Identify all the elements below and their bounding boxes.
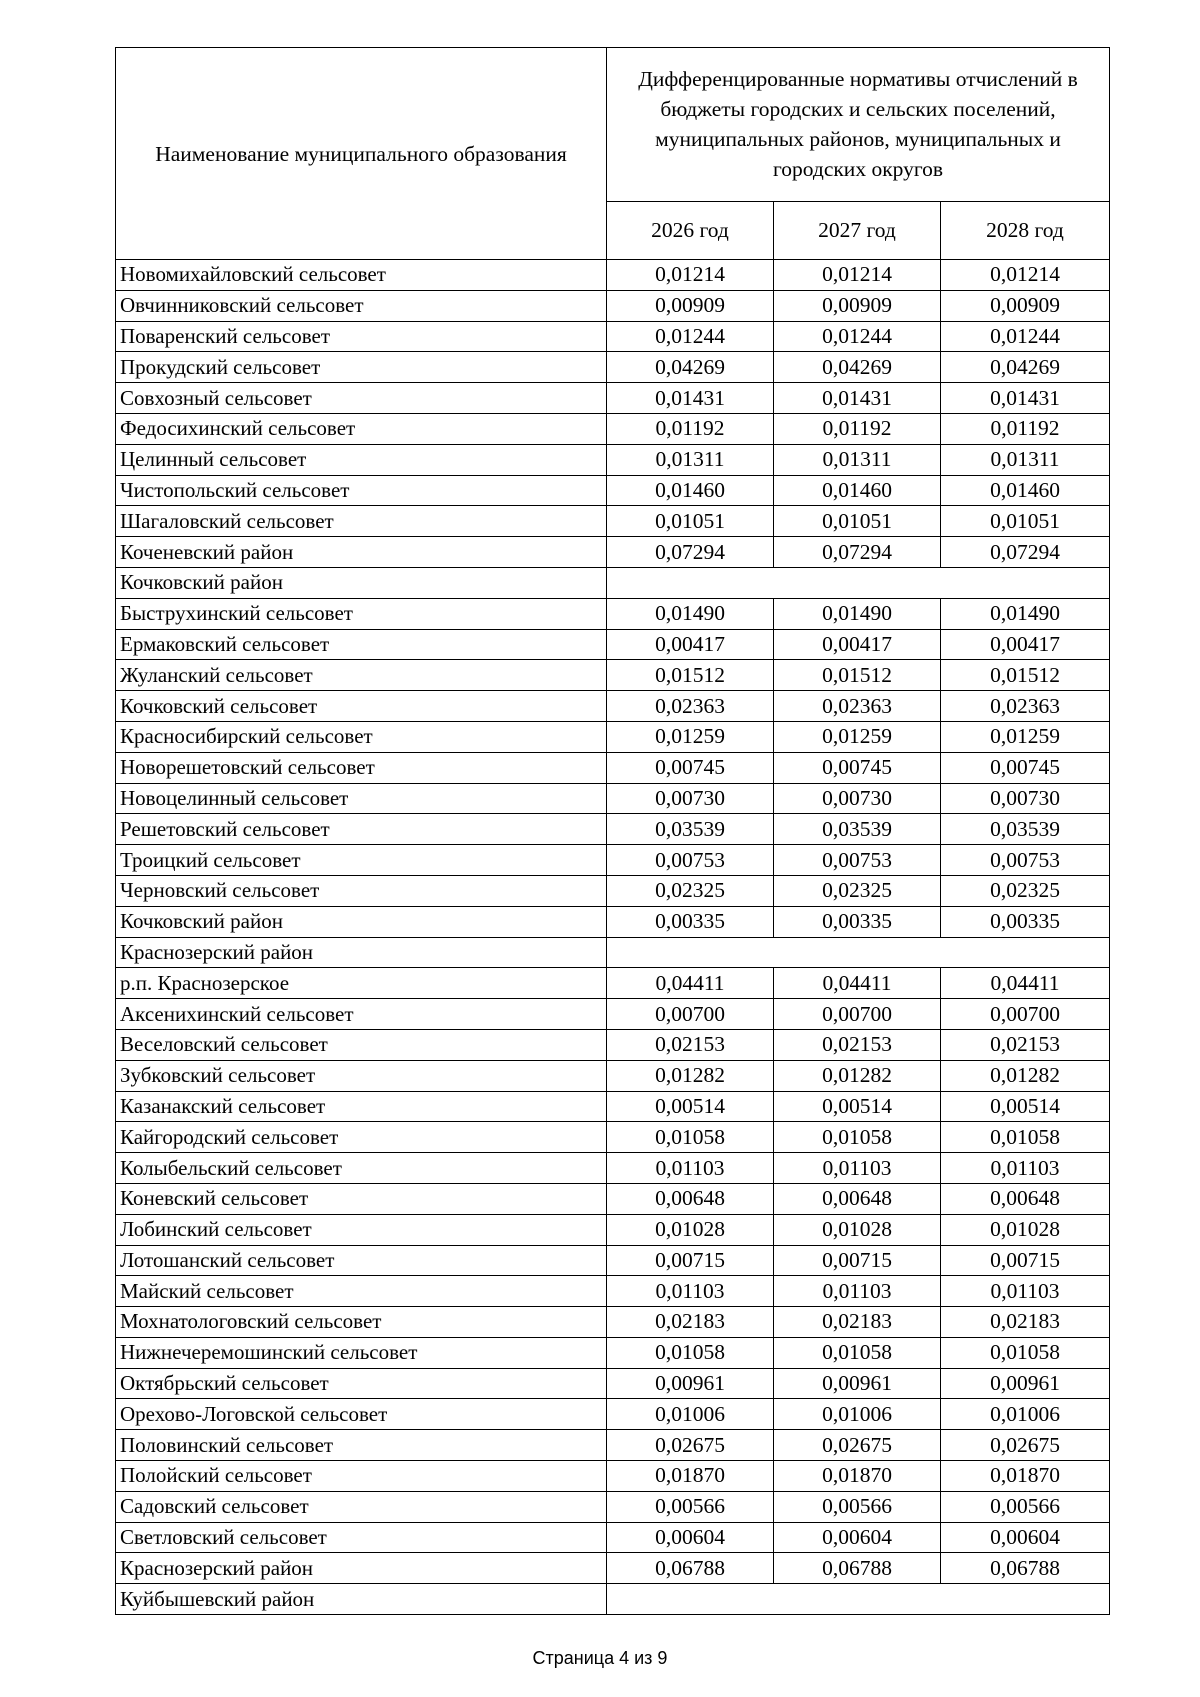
value-cell-2028: 0,01192 bbox=[941, 413, 1110, 444]
value-cell-2027: 0,00566 bbox=[774, 1491, 941, 1522]
table-row bbox=[116, 1276, 1110, 1307]
value-cell-2027: 0,00604 bbox=[774, 1522, 941, 1553]
value-cell-2028: 0,00604 bbox=[941, 1522, 1110, 1553]
value-cell-2027: 0,03539 bbox=[774, 814, 941, 845]
section-empty-cell bbox=[607, 1584, 1110, 1615]
table-row bbox=[116, 875, 1110, 906]
value-cell-2028: 0,02153 bbox=[941, 1029, 1110, 1060]
municipality-name: Быструхинский сельсовет bbox=[116, 598, 607, 629]
municipality-name: Новоцелинный сельсовет bbox=[116, 783, 607, 814]
section-empty-cell bbox=[607, 937, 1110, 968]
table-row bbox=[116, 1029, 1110, 1060]
value-cell-2027: 0,00745 bbox=[774, 752, 941, 783]
table-row bbox=[116, 506, 1110, 537]
value-cell-2027: 0,04269 bbox=[774, 352, 941, 383]
value-cell-2027: 0,02363 bbox=[774, 691, 941, 722]
table-row bbox=[116, 1430, 1110, 1461]
column-header-year-2027: 2027 год bbox=[774, 201, 941, 259]
value-cell-2026: 0,01431 bbox=[607, 383, 774, 414]
value-cell-2026: 0,01051 bbox=[607, 506, 774, 537]
municipality-name: Коневский сельсовет bbox=[116, 1183, 607, 1214]
value-cell-2026: 0,00566 bbox=[607, 1491, 774, 1522]
municipality-name: Прокудский сельсовет bbox=[116, 352, 607, 383]
column-group-header: Дифференцированные нормативы отчислений в бюджеты городских и сельских поселений, муниципальных районов, муниципальных и городских округов bbox=[607, 48, 1110, 202]
value-cell-2026: 0,00715 bbox=[607, 1245, 774, 1276]
municipality-name: Лобинский сельсовет bbox=[116, 1214, 607, 1245]
value-cell-2028: 0,01490 bbox=[941, 598, 1110, 629]
value-cell-2026: 0,02183 bbox=[607, 1307, 774, 1338]
table-row bbox=[116, 260, 1110, 291]
municipality-name: Овчинниковский сельсовет bbox=[116, 290, 607, 321]
municipality-name: Лотошанский сельсовет bbox=[116, 1245, 607, 1276]
value-cell-2028: 0,00514 bbox=[941, 1091, 1110, 1122]
value-cell-2026: 0,01192 bbox=[607, 413, 774, 444]
value-cell-2028: 0,01103 bbox=[941, 1153, 1110, 1184]
table-row bbox=[116, 1122, 1110, 1153]
value-cell-2027: 0,01431 bbox=[774, 383, 941, 414]
table-row bbox=[116, 1399, 1110, 1430]
value-cell-2028: 0,00961 bbox=[941, 1368, 1110, 1399]
value-cell-2028: 0,01103 bbox=[941, 1276, 1110, 1307]
table-row bbox=[116, 413, 1110, 444]
value-cell-2026: 0,01214 bbox=[607, 260, 774, 291]
municipality-name: Светловский сельсовет bbox=[116, 1522, 607, 1553]
value-cell-2026: 0,01311 bbox=[607, 444, 774, 475]
value-cell-2026: 0,01244 bbox=[607, 321, 774, 352]
normatives-table bbox=[115, 47, 1110, 1615]
value-cell-2026: 0,00745 bbox=[607, 752, 774, 783]
value-cell-2028: 0,00909 bbox=[941, 290, 1110, 321]
value-cell-2027: 0,02183 bbox=[774, 1307, 941, 1338]
table-row bbox=[116, 383, 1110, 414]
table-row bbox=[116, 999, 1110, 1030]
table-row bbox=[116, 906, 1110, 937]
table-row bbox=[116, 1153, 1110, 1184]
municipality-name: Совхозный сельсовет bbox=[116, 383, 607, 414]
value-cell-2026: 0,00909 bbox=[607, 290, 774, 321]
table-row bbox=[116, 598, 1110, 629]
value-cell-2026: 0,00961 bbox=[607, 1368, 774, 1399]
table-row bbox=[116, 1060, 1110, 1091]
value-cell-2028: 0,06788 bbox=[941, 1553, 1110, 1584]
table-row bbox=[116, 1522, 1110, 1553]
municipality-name: Федосихинский сельсовет bbox=[116, 413, 607, 444]
value-cell-2027: 0,06788 bbox=[774, 1553, 941, 1584]
table-header bbox=[116, 48, 1110, 260]
value-cell-2027: 0,01058 bbox=[774, 1122, 941, 1153]
value-cell-2028: 0,02363 bbox=[941, 691, 1110, 722]
value-cell-2027: 0,01282 bbox=[774, 1060, 941, 1091]
value-cell-2028: 0,00648 bbox=[941, 1183, 1110, 1214]
table-row bbox=[116, 629, 1110, 660]
table-row bbox=[116, 721, 1110, 752]
municipality-name: Краснозерский район bbox=[116, 1553, 607, 1584]
value-cell-2027: 0,07294 bbox=[774, 537, 941, 568]
value-cell-2028: 0,00753 bbox=[941, 845, 1110, 876]
municipality-name: Новорешетовский сельсовет bbox=[116, 752, 607, 783]
value-cell-2026: 0,01259 bbox=[607, 721, 774, 752]
municipality-name: Кайгородский сельсовет bbox=[116, 1122, 607, 1153]
value-cell-2027: 0,01490 bbox=[774, 598, 941, 629]
municipality-name: Нижнечеремошинский сельсовет bbox=[116, 1337, 607, 1368]
section-empty-cell bbox=[607, 567, 1110, 598]
value-cell-2027: 0,01311 bbox=[774, 444, 941, 475]
municipality-name: Веселовский сельсовет bbox=[116, 1029, 607, 1060]
municipality-name: Кочковский сельсовет bbox=[116, 691, 607, 722]
value-cell-2028: 0,01244 bbox=[941, 321, 1110, 352]
value-cell-2027: 0,00961 bbox=[774, 1368, 941, 1399]
value-cell-2026: 0,00753 bbox=[607, 845, 774, 876]
value-cell-2027: 0,00715 bbox=[774, 1245, 941, 1276]
value-cell-2027: 0,00335 bbox=[774, 906, 941, 937]
value-cell-2026: 0,01460 bbox=[607, 475, 774, 506]
municipality-name: Половинский сельсовет bbox=[116, 1430, 607, 1461]
value-cell-2028: 0,01058 bbox=[941, 1337, 1110, 1368]
value-cell-2028: 0,01051 bbox=[941, 506, 1110, 537]
municipality-name: Колыбельский сельсовет bbox=[116, 1153, 607, 1184]
section-title: Краснозерский район bbox=[116, 937, 607, 968]
value-cell-2028: 0,01870 bbox=[941, 1461, 1110, 1492]
value-cell-2026: 0,02363 bbox=[607, 691, 774, 722]
table-row bbox=[116, 752, 1110, 783]
column-header-year-2028: 2028 год bbox=[941, 201, 1110, 259]
value-cell-2028: 0,01259 bbox=[941, 721, 1110, 752]
value-cell-2026: 0,01058 bbox=[607, 1337, 774, 1368]
value-cell-2026: 0,01058 bbox=[607, 1122, 774, 1153]
value-cell-2027: 0,00514 bbox=[774, 1091, 941, 1122]
value-cell-2027: 0,01192 bbox=[774, 413, 941, 444]
value-cell-2026: 0,04411 bbox=[607, 968, 774, 999]
table-row bbox=[116, 1461, 1110, 1492]
value-cell-2027: 0,01870 bbox=[774, 1461, 941, 1492]
municipality-name: Жуланский сельсовет bbox=[116, 660, 607, 691]
value-cell-2026: 0,02153 bbox=[607, 1029, 774, 1060]
municipality-name: Октябрьский сельсовет bbox=[116, 1368, 607, 1399]
municipality-name: Троицкий сельсовет bbox=[116, 845, 607, 876]
table-row bbox=[116, 444, 1110, 475]
page-number: Страница 4 из 9 bbox=[532, 1648, 668, 1668]
value-cell-2027: 0,00700 bbox=[774, 999, 941, 1030]
table-row bbox=[116, 1245, 1110, 1276]
municipality-name: Новомихайловский сельсовет bbox=[116, 260, 607, 291]
value-cell-2027: 0,00648 bbox=[774, 1183, 941, 1214]
section-row bbox=[116, 1584, 1110, 1615]
value-cell-2027: 0,01103 bbox=[774, 1276, 941, 1307]
table-row bbox=[116, 783, 1110, 814]
value-cell-2028: 0,04269 bbox=[941, 352, 1110, 383]
value-cell-2027: 0,01051 bbox=[774, 506, 941, 537]
municipality-name: Черновский сельсовет bbox=[116, 875, 607, 906]
section-title: Куйбышевский район bbox=[116, 1584, 607, 1615]
municipality-name: Коченевский район bbox=[116, 537, 607, 568]
value-cell-2026: 0,00648 bbox=[607, 1183, 774, 1214]
section-row bbox=[116, 937, 1110, 968]
table-row bbox=[116, 814, 1110, 845]
table-row bbox=[116, 660, 1110, 691]
value-cell-2027: 0,01512 bbox=[774, 660, 941, 691]
municipality-name: Аксенихинский сельсовет bbox=[116, 999, 607, 1030]
value-cell-2027: 0,02325 bbox=[774, 875, 941, 906]
value-cell-2028: 0,01028 bbox=[941, 1214, 1110, 1245]
value-cell-2028: 0,03539 bbox=[941, 814, 1110, 845]
table-row bbox=[116, 691, 1110, 722]
value-cell-2026: 0,00700 bbox=[607, 999, 774, 1030]
value-cell-2026: 0,00604 bbox=[607, 1522, 774, 1553]
table-row bbox=[116, 352, 1110, 383]
municipality-name: Решетовский сельсовет bbox=[116, 814, 607, 845]
value-cell-2028: 0,01512 bbox=[941, 660, 1110, 691]
value-cell-2027: 0,00753 bbox=[774, 845, 941, 876]
value-cell-2027: 0,01103 bbox=[774, 1153, 941, 1184]
value-cell-2027: 0,01028 bbox=[774, 1214, 941, 1245]
municipality-name: Майский сельсовет bbox=[116, 1276, 607, 1307]
value-cell-2027: 0,01214 bbox=[774, 260, 941, 291]
table-row bbox=[116, 1553, 1110, 1584]
value-cell-2026: 0,04269 bbox=[607, 352, 774, 383]
value-cell-2026: 0,03539 bbox=[607, 814, 774, 845]
value-cell-2028: 0,00700 bbox=[941, 999, 1110, 1030]
value-cell-2026: 0,02675 bbox=[607, 1430, 774, 1461]
value-cell-2026: 0,01870 bbox=[607, 1461, 774, 1492]
table-row bbox=[116, 968, 1110, 999]
table-row bbox=[116, 537, 1110, 568]
value-cell-2028: 0,07294 bbox=[941, 537, 1110, 568]
table-row bbox=[116, 1183, 1110, 1214]
municipality-name: р.п. Краснозерское bbox=[116, 968, 607, 999]
value-cell-2028: 0,00730 bbox=[941, 783, 1110, 814]
value-cell-2028: 0,02675 bbox=[941, 1430, 1110, 1461]
value-cell-2026: 0,00514 bbox=[607, 1091, 774, 1122]
value-cell-2027: 0,02153 bbox=[774, 1029, 941, 1060]
value-cell-2026: 0,06788 bbox=[607, 1553, 774, 1584]
section-row bbox=[116, 567, 1110, 598]
value-cell-2028: 0,00335 bbox=[941, 906, 1110, 937]
municipality-name: Кочковский район bbox=[116, 906, 607, 937]
section-title: Кочковский район bbox=[116, 567, 607, 598]
value-cell-2027: 0,00730 bbox=[774, 783, 941, 814]
value-cell-2027: 0,01058 bbox=[774, 1337, 941, 1368]
value-cell-2026: 0,01028 bbox=[607, 1214, 774, 1245]
value-cell-2026: 0,00417 bbox=[607, 629, 774, 660]
municipality-name: Садовский сельсовет bbox=[116, 1491, 607, 1522]
municipality-name: Красносибирский сельсовет bbox=[116, 721, 607, 752]
municipality-name: Орехово-Логовской сельсовет bbox=[116, 1399, 607, 1430]
column-header-name: Наименование муниципального образования bbox=[116, 48, 607, 260]
value-cell-2028: 0,01431 bbox=[941, 383, 1110, 414]
value-cell-2027: 0,00417 bbox=[774, 629, 941, 660]
value-cell-2028: 0,04411 bbox=[941, 968, 1110, 999]
value-cell-2026: 0,07294 bbox=[607, 537, 774, 568]
value-cell-2027: 0,01259 bbox=[774, 721, 941, 752]
column-header-year-2026: 2026 год bbox=[607, 201, 774, 259]
municipality-name: Шагаловский сельсовет bbox=[116, 506, 607, 537]
table-row bbox=[116, 290, 1110, 321]
value-cell-2028: 0,00566 bbox=[941, 1491, 1110, 1522]
value-cell-2026: 0,01103 bbox=[607, 1153, 774, 1184]
table-row bbox=[116, 475, 1110, 506]
municipality-name: Целинный сельсовет bbox=[116, 444, 607, 475]
municipality-name: Поваренский сельсовет bbox=[116, 321, 607, 352]
value-cell-2028: 0,02183 bbox=[941, 1307, 1110, 1338]
value-cell-2028: 0,01214 bbox=[941, 260, 1110, 291]
value-cell-2028: 0,00715 bbox=[941, 1245, 1110, 1276]
value-cell-2028: 0,00745 bbox=[941, 752, 1110, 783]
table-row bbox=[116, 1091, 1110, 1122]
municipality-name: Казанакский сельсовет bbox=[116, 1091, 607, 1122]
municipality-name: Мохнатологовский сельсовет bbox=[116, 1307, 607, 1338]
municipality-name: Полойский сельсовет bbox=[116, 1461, 607, 1492]
table-body bbox=[116, 260, 1110, 1615]
value-cell-2026: 0,02325 bbox=[607, 875, 774, 906]
value-cell-2028: 0,01311 bbox=[941, 444, 1110, 475]
value-cell-2026: 0,01103 bbox=[607, 1276, 774, 1307]
value-cell-2027: 0,04411 bbox=[774, 968, 941, 999]
value-cell-2028: 0,01006 bbox=[941, 1399, 1110, 1430]
table-row bbox=[116, 1307, 1110, 1338]
value-cell-2027: 0,01244 bbox=[774, 321, 941, 352]
value-cell-2026: 0,01490 bbox=[607, 598, 774, 629]
municipality-name: Чистопольский сельсовет bbox=[116, 475, 607, 506]
value-cell-2028: 0,01058 bbox=[941, 1122, 1110, 1153]
municipality-name: Ермаковский сельсовет bbox=[116, 629, 607, 660]
value-cell-2026: 0,01006 bbox=[607, 1399, 774, 1430]
table-row bbox=[116, 1368, 1110, 1399]
value-cell-2027: 0,01006 bbox=[774, 1399, 941, 1430]
table-row bbox=[116, 845, 1110, 876]
value-cell-2028: 0,00417 bbox=[941, 629, 1110, 660]
value-cell-2028: 0,01282 bbox=[941, 1060, 1110, 1091]
table-row bbox=[116, 1214, 1110, 1245]
value-cell-2026: 0,01282 bbox=[607, 1060, 774, 1091]
value-cell-2027: 0,02675 bbox=[774, 1430, 941, 1461]
value-cell-2027: 0,00909 bbox=[774, 290, 941, 321]
table-row bbox=[116, 1337, 1110, 1368]
value-cell-2027: 0,01460 bbox=[774, 475, 941, 506]
value-cell-2028: 0,02325 bbox=[941, 875, 1110, 906]
value-cell-2026: 0,00730 bbox=[607, 783, 774, 814]
table-row bbox=[116, 1491, 1110, 1522]
value-cell-2026: 0,00335 bbox=[607, 906, 774, 937]
table-row bbox=[116, 321, 1110, 352]
municipality-name: Зубковский сельсовет bbox=[116, 1060, 607, 1091]
value-cell-2026: 0,01512 bbox=[607, 660, 774, 691]
value-cell-2028: 0,01460 bbox=[941, 475, 1110, 506]
